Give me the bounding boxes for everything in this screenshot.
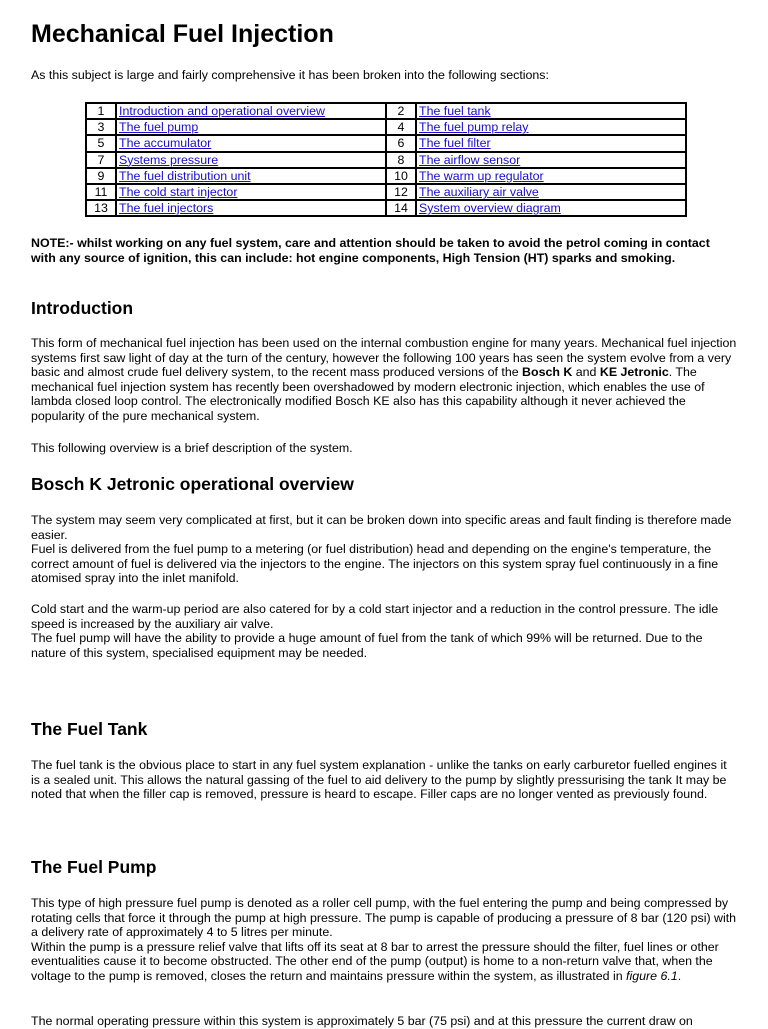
section-number: 3 — [86, 119, 116, 135]
section-link[interactable]: The fuel pump — [119, 120, 199, 135]
section-number: 4 — [386, 119, 416, 135]
fuel-pump-paragraph-1: This type of high pressure fuel pump is denoted as a roller cell pump, with the fuel entering the pump and being compressed by rotating cells that force it through the pump at high pressure. The pump is capable of producing a pressure of 8 bar (120 psi) with a delivery rate of approximately 4 to 5 litres per minute. Within the pump is a pressure relief valve that lifts off its seat at 8 bar to arrest the pressure should the filter, fuel lines or other eventualities cause it to become obstructed. The other end of the pump (output) is home to a non-return valve that, when the voltage to the pump is removed, closes the return and maintains pressure within the system, as illustrated in figure 6.1. — [31, 896, 737, 983]
section-number: 11 — [86, 184, 116, 200]
section-link[interactable]: The airflow sensor — [419, 152, 521, 167]
section-link[interactable]: The fuel injectors — [119, 201, 214, 216]
sections-table-row — [86, 200, 686, 216]
section-link[interactable]: The fuel pump relay — [419, 120, 529, 135]
section-link[interactable]: The fuel tank — [419, 104, 491, 118]
sections-table-row — [86, 103, 686, 119]
fuel-tank-paragraph: The fuel tank is the obvious place to start in any fuel system explanation - unlike the tanks on early carburetor fuelled engines it is a sealed unit. This allows the natural gassing of the fuel to aid delivery to the pump by slightly pressurising the tank It may be noted that when the filler cap is removed, pressure is heard to escape. Filler caps are no longer vented as previously found. — [31, 758, 727, 802]
introduction-paragraph-2: This following overview is a brief description of the system. — [31, 441, 353, 455]
section-link[interactable]: The accumulator — [119, 136, 212, 151]
page-title: Mechanical Fuel Injection — [31, 20, 334, 48]
section-number: 9 — [86, 168, 116, 184]
section-link[interactable]: The warm up regulator — [419, 168, 544, 183]
section-link[interactable]: The auxiliary air valve — [419, 185, 539, 200]
section-link[interactable]: The cold start injector — [119, 185, 238, 200]
heading-fuel-pump: The Fuel Pump — [31, 857, 157, 877]
heading-operational-overview: Bosch K Jetronic operational overview — [31, 474, 354, 494]
heading-fuel-tank: The Fuel Tank — [31, 719, 148, 739]
section-number: 1 — [86, 103, 116, 119]
heading-introduction: Introduction — [31, 298, 134, 318]
sections-table-row — [86, 168, 686, 184]
section-number: 5 — [86, 135, 116, 151]
section-link[interactable]: Systems pressure — [119, 152, 219, 167]
intro-line: As this subject is large and fairly comprehensive it has been broken into the following sections: — [31, 68, 549, 82]
introduction-paragraph-1: This form of mechanical fuel injection has been used on the internal combustion engine for many years. Mechanical fuel injection systems first saw light of day at the turn of the century, however the following 100 years has seen the system evolve from a very basic and almost crude fuel delivery system, to the recent mass produced versions of the Bosch K and KE Jetronic. The mechanical fuel injection system has recently been overshadowed by modern electronic injection, which enables the use of lambda closed loop control. The electronically modified Bosch KE also has this capability although it never achieved the popularity of the pure mechanical system. — [31, 336, 737, 423]
sections-table-row — [86, 135, 686, 151]
section-link[interactable]: The fuel distribution unit — [119, 168, 251, 183]
fuel-pump-paragraph-2: The normal operating pressure within this system is approximately 5 bar (75 psi) and at this pressure the current draw on — [31, 1014, 693, 1028]
sections-table — [85, 102, 687, 217]
sections-table-row — [86, 184, 686, 200]
section-number: 7 — [86, 152, 116, 168]
overview-paragraph-1: The system may seem very complicated at first, but it can be broken down into specific areas and fault finding is therefore made easier. Fuel is delivered from the fuel pump to a metering (or fuel distribution) head and depending on the engine's temperature, the correct amount of fuel is delivered via the injectors to the engine. The injectors on this system spray fuel continuously in a fine atomised spray into the inlet manifold. — [31, 513, 732, 586]
section-number: 8 — [386, 152, 416, 168]
section-number: 6 — [386, 135, 416, 151]
section-number: 2 — [386, 103, 416, 119]
section-number: 14 — [386, 200, 416, 216]
sections-table-row — [86, 152, 686, 168]
section-number: 13 — [86, 200, 116, 216]
section-link[interactable]: The fuel filter — [419, 136, 491, 151]
sections-table-row — [86, 119, 686, 135]
section-link[interactable]: Introduction and operational overview — [119, 104, 325, 118]
section-number: 10 — [386, 168, 416, 184]
overview-paragraph-2: Cold start and the warm-up period are also catered for by a cold start injector and a reduction in the control pressure. The idle speed is increased by the auxiliary air valve. The fuel pump will have the ability to provide a huge amount of fuel from the tank of which 99% will be returned. Due to the nature of this system, specialised equipment may be needed. — [31, 602, 719, 660]
section-link[interactable]: System overview diagram — [419, 201, 561, 216]
section-number: 12 — [386, 184, 416, 200]
safety-note: NOTE:- whilst working on any fuel system, care and attention should be taken to avoid the petrol coming in contact with any source of ignition, this can include: hot engine components, High Tension (HT) sparks and smoking. — [31, 236, 710, 265]
